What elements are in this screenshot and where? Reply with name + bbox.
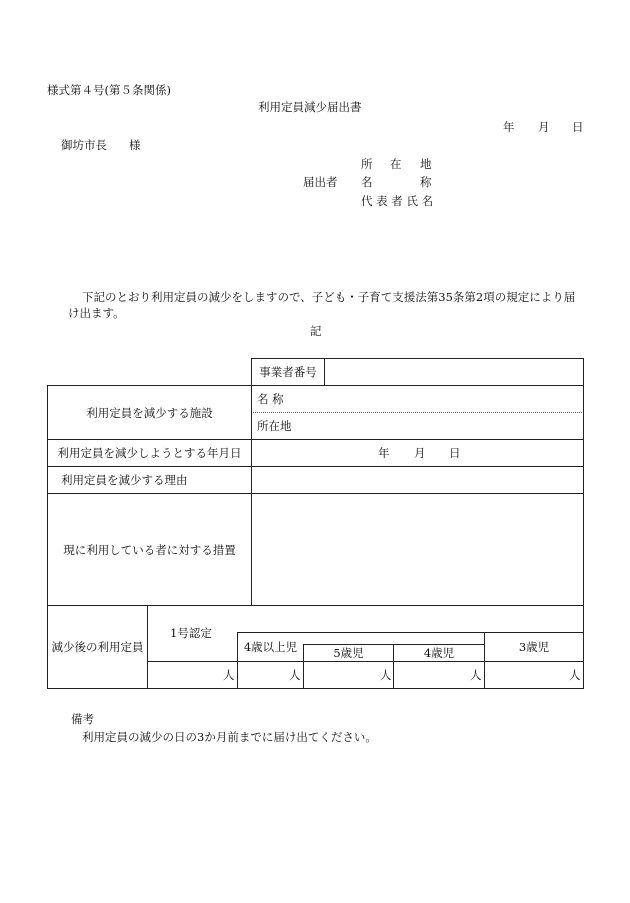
count-field-age3[interactable] xyxy=(487,662,565,688)
representative-name-label: 代 表 者 氏 名 xyxy=(361,194,434,208)
remarks-text: 利用定員の減少の日の3か月前までに届け出てください。 xyxy=(82,730,377,744)
unit-label: 人 xyxy=(470,668,482,682)
notifier-address-char: 所 xyxy=(361,157,373,171)
notifier-name-char: 名 xyxy=(361,175,373,189)
count-field-age5[interactable] xyxy=(306,662,376,688)
ki-heading: 記 xyxy=(310,324,322,338)
facility-label: 利用定員を減少する施設 xyxy=(86,405,213,420)
measures-field[interactable] xyxy=(253,494,582,605)
unit-label: 人 xyxy=(289,668,301,682)
facility-name-field[interactable] xyxy=(300,386,582,412)
document-title: 利用定員減少届出書 xyxy=(258,100,362,114)
measures-label: 現に利用している者に対する措置 xyxy=(63,542,236,557)
notifier-address-char: 在 xyxy=(390,157,402,171)
body-text-line-2: け出ます。 xyxy=(68,306,125,320)
age-3-label: 3歳児 xyxy=(518,640,550,654)
reduction-date-day: 日 xyxy=(449,446,461,460)
addressee: 御坊市長 xyxy=(61,138,107,152)
addressee-suffix: 様 xyxy=(129,138,141,152)
date-day-label: 日 xyxy=(572,120,584,134)
reduction-reason-label: 利用定員を減少する理由 xyxy=(61,473,188,487)
unit-label: 人 xyxy=(223,668,235,682)
date-month-label: 月 xyxy=(538,120,550,134)
unit-label: 人 xyxy=(380,668,392,682)
reduction-date-label: 利用定員を減少しようとする年月日 xyxy=(57,446,242,460)
count-field-age4[interactable] xyxy=(396,662,466,688)
notifier-label: 届出者 xyxy=(303,175,338,189)
date-year-label: 年 xyxy=(503,120,515,134)
facility-name-label: 名 称 xyxy=(257,392,284,406)
cert1-label: 1号認定 xyxy=(170,626,212,640)
capacity-after-label: 減少後の利用定員 xyxy=(51,640,144,654)
unit-label: 人 xyxy=(569,668,581,682)
business-number-label: 事業者番号 xyxy=(259,365,317,379)
facility-address-label: 所在地 xyxy=(257,419,292,433)
count-field-age4plus[interactable] xyxy=(240,662,285,688)
reduction-date-month: 月 xyxy=(414,446,426,460)
reduction-reason-field[interactable] xyxy=(253,467,582,493)
notifier-address-char: 地 xyxy=(420,157,432,171)
count-field-cert1[interactable] xyxy=(150,662,220,688)
body-text-line-1: 下記のとおり利用定員の減少をしますので、子ども・子育て支援法第35条第2項の規定により届 xyxy=(82,290,576,304)
age-4-plus-label: 4歳以上児 xyxy=(243,640,298,654)
reduction-date-year: 年 xyxy=(378,446,390,460)
age-4-label: 4歳児 xyxy=(423,646,455,660)
form-number: 様式第４号(第５条関係) xyxy=(47,83,171,97)
facility-address-field[interactable] xyxy=(300,413,582,439)
remarks-title: 備考 xyxy=(71,712,94,726)
age-5-label: 5歳児 xyxy=(333,646,364,660)
business-number-field[interactable] xyxy=(326,359,586,385)
notifier-name-char: 称 xyxy=(420,175,432,189)
